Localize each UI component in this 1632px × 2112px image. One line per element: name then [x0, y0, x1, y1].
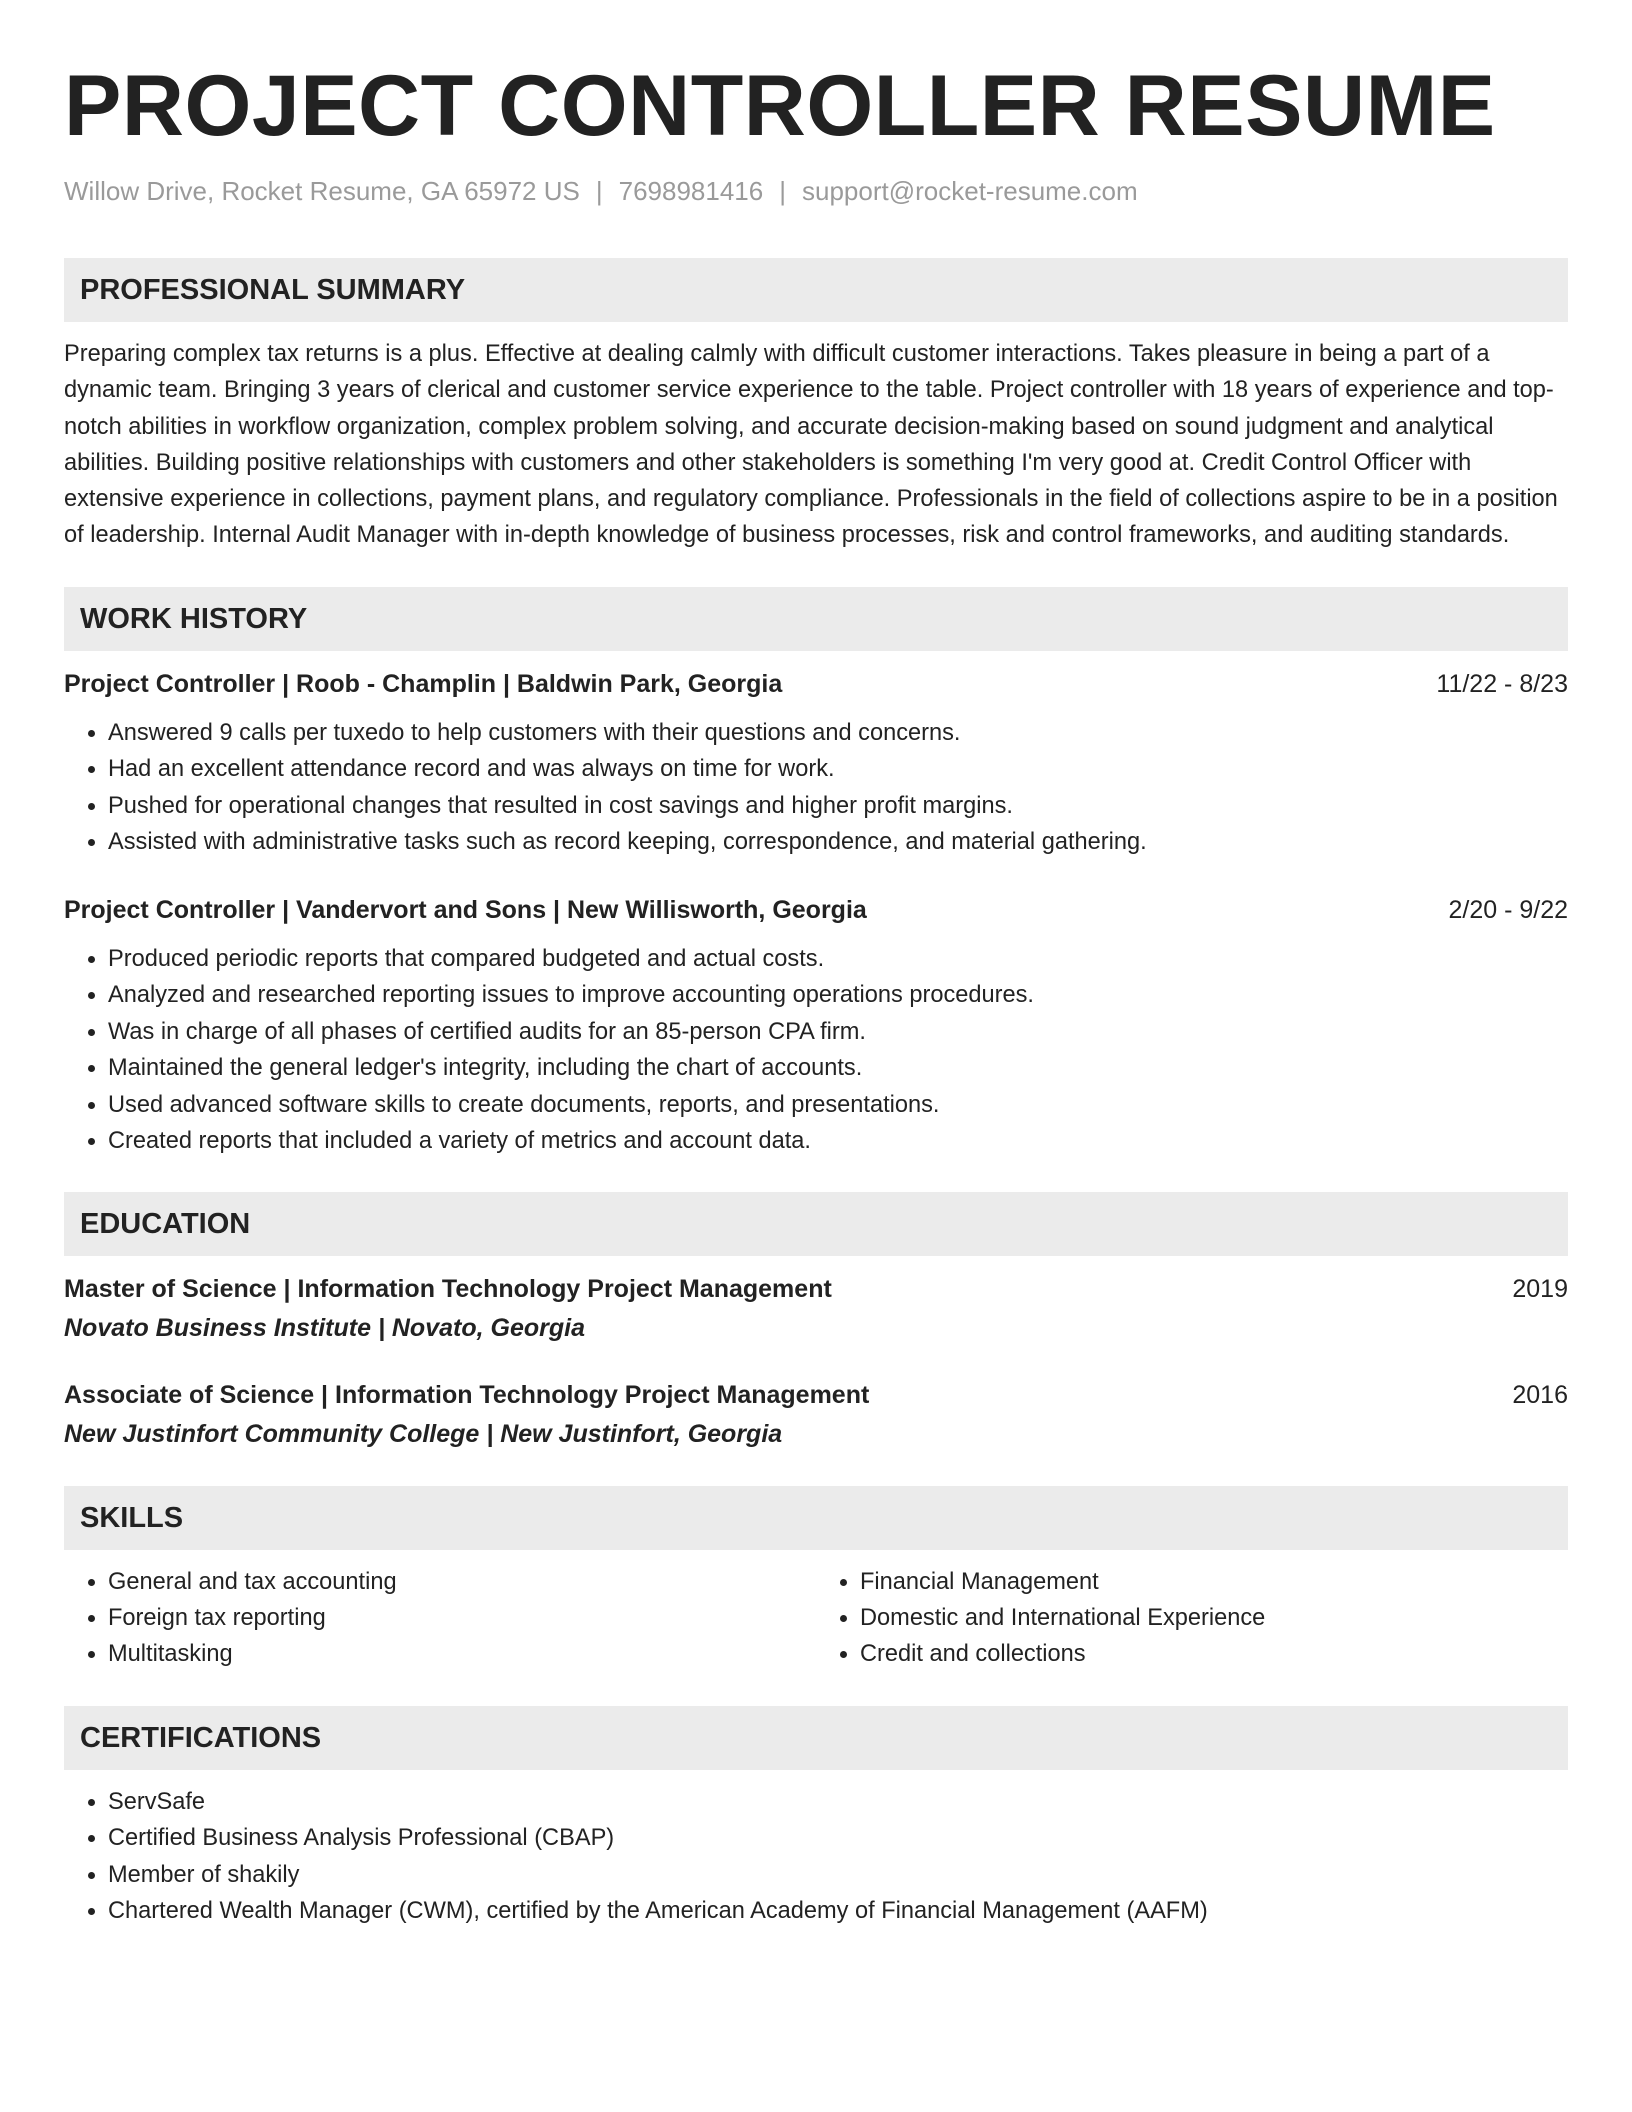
- education-year: 2016: [1512, 1380, 1568, 1409]
- education-school: Novato Business Institute | Novato, Georgia: [64, 1313, 585, 1342]
- skill-item: • Foreign tax reporting: [108, 1600, 816, 1636]
- contact-phone: 7698981416: [618, 176, 764, 206]
- skill-item: • Credit and collections: [860, 1636, 1568, 1672]
- certification-list: [64, 1784, 1568, 1930]
- job-header: [64, 667, 1568, 701]
- contact-email: support@rocket-resume.com: [802, 176, 1138, 206]
- skills-column-left: [64, 1564, 816, 1672]
- section-heading-education: EDUCATION: [64, 1192, 1568, 1256]
- education-degree: Associate of Science | Information Technology Project Management: [64, 1380, 870, 1409]
- job-bullet: • Produced periodic reports that compared budgeted and actual costs.: [108, 941, 1568, 978]
- education-entry: [64, 1272, 1568, 1346]
- education-entry: [64, 1378, 1568, 1452]
- job-dates: 11/22 - 8/23: [1436, 669, 1568, 698]
- contact-separator: |: [779, 176, 786, 206]
- skill-item: • Domestic and International Experience: [860, 1600, 1568, 1636]
- certification-item: • Certified Business Analysis Professional (CBAP): [108, 1820, 1568, 1857]
- skill-item: • Multitasking: [108, 1636, 816, 1672]
- job-bullet: • Pushed for operational changes that resulted in cost savings and higher profit margins.: [108, 788, 1568, 825]
- skill-item: • General and tax accounting: [108, 1564, 816, 1600]
- job-bullet: • Assisted with administrative tasks such as record keeping, correspondence, and material gathering.: [108, 824, 1568, 861]
- summary-text: Preparing complex tax returns is a plus. Effective at dealing calmly with difficult customer interactions. Takes pleasure in being a part of a dynamic team. Bringing 3 years of clerical and customer service experience to the table. Project controller with 18 years of experience and top-notch abilities in workflow organization, complex problem solving, and accurate decision-making based on sound judgment and analytical abilities. Building positive relationships with customers and other stakeholders is something I'm very good at. Credit Control Officer with extensive experience in collections, payment plans, and regulatory compliance. Professionals in the field of collections aspire to be in a position of leadership. Internal Audit Manager with in-depth knowledge of business processes, risk and control frameworks, and auditing standards.: [64, 341, 1558, 549]
- job-bullet: • Created reports that included a variety of metrics and account data.: [108, 1123, 1568, 1160]
- section-heading-work-history: WORK HISTORY: [64, 587, 1568, 651]
- job-entry: [64, 893, 1568, 1160]
- job-title: Project Controller | Roob - Champlin | Baldwin Park, Georgia: [64, 669, 783, 698]
- certification-item: • Chartered Wealth Manager (CWM), certified by the American Academy of Financial Management (AAFM): [108, 1893, 1568, 1930]
- resume-title: PROJECT CONTROLLER RESUME: [64, 58, 1496, 154]
- job-bullet: • Answered 9 calls per tuxedo to help customers with their questions and concerns.: [108, 715, 1568, 752]
- contact-separator: |: [595, 176, 603, 206]
- certification-item: • Member of shakily: [108, 1857, 1568, 1894]
- education-year: 2019: [1512, 1274, 1568, 1303]
- skills-column-right: [816, 1564, 1568, 1672]
- job-entry: [64, 667, 1568, 861]
- job-bullet: • Maintained the general ledger's integrity, including the chart of accounts.: [108, 1050, 1568, 1087]
- job-header: [64, 893, 1568, 927]
- job-title: Project Controller | Vandervort and Sons | New Willisworth, Georgia: [64, 895, 867, 924]
- section-heading-certifications: CERTIFICATIONS: [64, 1706, 1568, 1770]
- section-heading-summary: PROFESSIONAL SUMMARY: [64, 258, 1568, 322]
- contact-line: [64, 174, 1568, 208]
- education-header: [64, 1272, 1568, 1306]
- skills-list: [64, 1564, 1568, 1672]
- certification-item: • ServSafe: [108, 1784, 1568, 1821]
- job-bullets: [64, 715, 1568, 861]
- job-bullet: • Analyzed and researched reporting issues to improve accounting operations procedures.: [108, 977, 1568, 1014]
- skill-item: • Financial Management: [860, 1564, 1568, 1600]
- job-bullet: • Was in charge of all phases of certified audits for an 85-person CPA firm.: [108, 1014, 1568, 1051]
- education-degree: Master of Science | Information Technology Project Management: [64, 1274, 832, 1303]
- job-bullet: • Had an excellent attendance record and was always on time for work.: [108, 751, 1568, 788]
- education-school: New Justinfort Community College | New Justinfort, Georgia: [64, 1419, 783, 1448]
- education-header: [64, 1378, 1568, 1412]
- job-dates: 2/20 - 9/22: [1448, 895, 1568, 924]
- job-bullet: • Used advanced software skills to create documents, reports, and presentations.: [108, 1087, 1568, 1124]
- job-bullets: [64, 941, 1568, 1160]
- contact-address: Willow Drive, Rocket Resume, GA 65972 US: [64, 176, 580, 206]
- section-heading-skills: SKILLS: [64, 1486, 1568, 1550]
